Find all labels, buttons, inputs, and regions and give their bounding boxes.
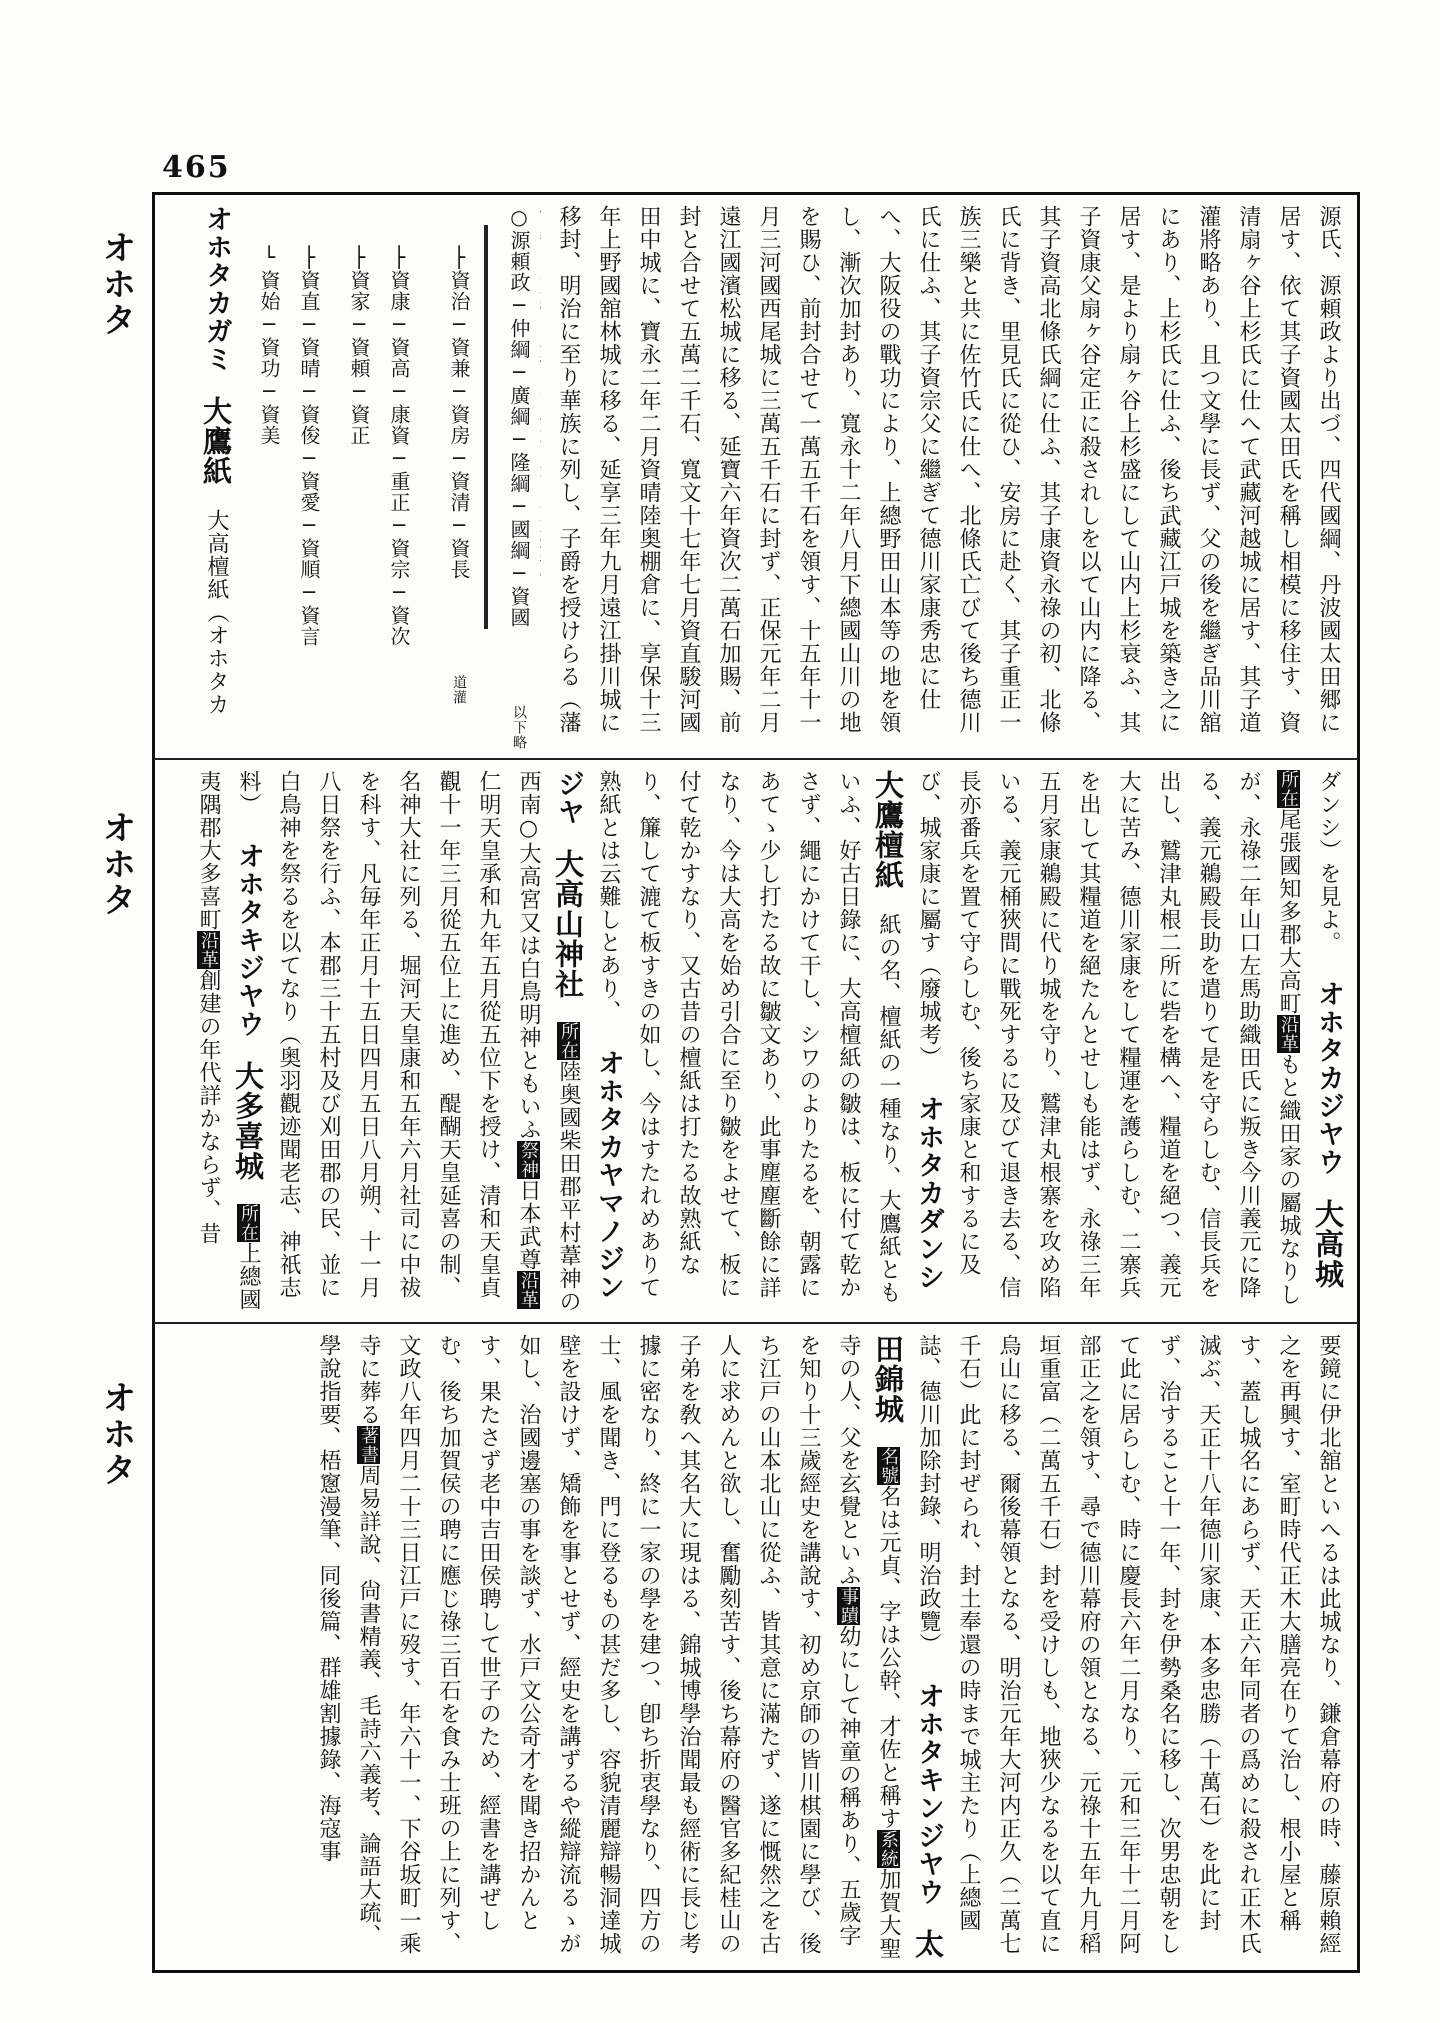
tag-label: 系統 bbox=[878, 1830, 899, 1868]
tag-label: 事蹟 bbox=[838, 1587, 859, 1625]
side-index-top: オホタ bbox=[96, 230, 136, 338]
tag-label: 所在 bbox=[558, 1022, 579, 1060]
tag-label: 祭神 bbox=[518, 1141, 539, 1179]
headword: オホタカヤマノジンジヤ bbox=[553, 770, 624, 1301]
entry-kanji: 大鷹檀紙 bbox=[871, 770, 905, 890]
tag-label: 所在 bbox=[238, 1204, 259, 1242]
genealogy-note-2: 道灌 bbox=[451, 675, 467, 705]
headword: オホタキンジヤウ bbox=[913, 1682, 944, 1906]
entry-body: 大高檀紙（オホタカ bbox=[204, 509, 229, 716]
tag-label: 名號 bbox=[878, 1447, 899, 1485]
entry-kanji: 大多喜城 bbox=[231, 1061, 265, 1181]
entry-kanji: 大高城 bbox=[1311, 1199, 1345, 1289]
genealogy-note-1: 以下略 bbox=[511, 705, 527, 750]
headword: オホタキジヤウ bbox=[233, 842, 264, 1038]
genealogy-row-5: ├資直─資晴─資俊─資愛─資順─資言 bbox=[297, 245, 321, 647]
genealogy-row-3: ├資康─資高─康資─重正─資宗─資次 bbox=[387, 245, 411, 647]
section-divider-1 bbox=[154, 758, 1358, 760]
genealogy-row-6: └資始─資功─資美 bbox=[257, 245, 281, 446]
genealogy-row-1: ○源頼政─仲綱─廣綱─隆綱─國綱─資國 bbox=[507, 205, 531, 628]
entry-kanji: 太田錦城 bbox=[871, 1334, 945, 1959]
entry-ohotakagami bbox=[160, 205, 236, 750]
entry-kanji: 大高山神社 bbox=[551, 849, 585, 999]
headword: オホタカガミ bbox=[201, 205, 232, 373]
continuation: 要鏡に伊北舘といへるは此城なり、鎌倉幕府の時、藤原賴經之を再興す、室町時代正木大膳亮在りて治し、根小屋と稱す、蓋し城名にあらず、天正六年同者の爲めに殺され正木氏滅ぶ、天正十八年德川家康、本多忠勝（十萬石）を此に封ず、治すること十一年、封を伊勢桑名に移し、次男忠朝をして此に居らしむ、時に慶長六年二月なり、元和三年十二月阿部正之を領す、尋で德川幕府の領となる、元祿十五年九月稻垣重富（二萬五千石）封を受けしも、地狹少なるを以て直に烏山に移る、爾後幕領となる、明治元年大河内正久（二萬七千石）此に封ぜられ、封土奉還の時まで城主たり（上總國誌、德川加除封錄、明治政覽） bbox=[916, 1334, 1341, 1955]
headword: オホタカダンシ bbox=[913, 1095, 944, 1291]
top-intro-text: 源氏、源頼政より出づ、四代國綱、丹波國太田郷に居す、依て其子資國太田氏を稱し相模に移住す、資清扇ヶ谷上杉氏に仕へて武藏河越城に居す、其子道灌將略あり、且つ文學に長ず、父の後を繼ぎ品川舘にあり、上杉氏に仕ふ、後ち武藏江戸城を築き之に居す、是より扇ヶ谷上杉盛にして山内上杉衰ふ、其子資康父扇ヶ谷定正に殺されしを以て山内に降る、其子資高北條氏綱に仕ふ、其子康資永祿の初、北條氏に背き、里見氏に從ひ、安房に赴く、其子重正一族三樂と共に佐竹氏に仕へ、北條氏亡びて後ち德川氏に仕ふ、其子資宗父に繼ぎて德川家康秀忠に仕へ、大阪役の戰功により、上總野田山本等の地を領し、漸次加封あり、寬永十二年八月下總國山川の地を賜ひ、前封合せて一萬五千石を領す、十五年十一月三河國西尾城に三萬五千石に封ず、正保元年二月遠江國濱松城に移る、延寶六年資次二萬石加賜、前封と合せて五萬二千石、寬文十七年七月資直駿河國田中城に、寶永二年二月資晴陸奥棚倉に、享保十三年上野國舘林城に移る、延享三年九月遠江掛川城に移封、明治に至り華族に列し、子爵を授けらる（藩 bbox=[556, 205, 1341, 734]
genealogy-line bbox=[484, 225, 488, 629]
tag-label: 沿革 bbox=[518, 1271, 539, 1309]
middle-section-text: ダンシ）を見よ。 オホタカジヤウ 大高城 所在尾張國知多郡大高町沿革もと織田家の屬城なりしが、永祿二年山口左馬助織田氏に叛き今川義元に降る、義元鵜殿長助を遣りて是を守らしむ、信長兵を出し、鷲津丸根二所に砦を構へ、糧道を絕つ、義元大に苦み、德川家康をして糧運を護らしむ、二寨兵を出して其糧道を絕たんとせしも能はず、永祿三年五月家康鵜殿に代り城を守り、鷲津丸根寨を攻め陷いる、義元桶狹間に戰死するに及びて退き去る、信長亦番兵を置て守らしむ、後ち家康と和するに及び、城家康に屬す（廢城考） オホタカダンシ 大鷹檀紙 紙の名、檀紙の一種なり、大鷹紙ともいふ、好古日錄に、大高檀紙の皺は、板に付て乾かさず、繩にかけて干し、シワのよりたるを、朝露にあてゝ少し打たる故に皺文あり、此事塵塵斷餘に詳なり、今は大高を始め引合に至り皺をよせて、板に付て乾かすなり、又古昔の檀紙は打たる故熟紙なり、簾して漉て板すきの如し、今はすたれめありて熟紙とは云難しとあり、 オホタカヤマノジンジヤ 大高山神社 所在陸奥國柴田郡平村葦神の西南○大高宮又は白鳥明神ともいふ祭神日本武尊沿革仁明天皇承和九年五月從五位下を授け、清和天皇貞觀十一年三月從五位上に進め、醍醐天皇延喜の制、名神大社に列る、堀河天皇康和五年六月社司に中祓を科す、凡毎年正月十五日四月五日八月朔、十一月八日祭を行ふ、本郡三十五村及び刈田郡の民、並に白鳥神を祭るを以てなり（奥羽觀迹聞老志、神祇志料） オホタキジヤウ 大多喜城 所在上總國夷隅郡大多喜町沿革創建の年代詳かならず、昔 bbox=[196, 770, 1345, 1313]
section-divider-2 bbox=[154, 1322, 1358, 1324]
page-number: 465 bbox=[162, 150, 231, 185]
genealogy-row-4: ├資家─資頼─資正 bbox=[347, 245, 371, 446]
side-index-middle: オホタ bbox=[96, 810, 136, 918]
tag-label: 沿革 bbox=[1278, 1015, 1299, 1053]
tag-label: 所在 bbox=[1278, 770, 1299, 808]
bottom-section-text: 要鏡に伊北舘といへるは此城なり、鎌倉幕府の時、藤原賴經之を再興す、室町時代正木大膳亮在りて治し、根小屋と稱す、蓋し城名にあらず、天正六年同者の爲めに殺され正木氏滅ぶ、天正十八年德川家康、本多忠勝（十萬石）を此に封ず、治すること十一年、封を伊勢桑名に移し、次男忠朝をして此に居らしむ、時に慶長六年二月なり、元和三年十二月阿部正之を領す、尋で德川幕府の領となる、元祿十五年九月稻垣重富（二萬五千石）封を受けしも、地狹少なるを以て直に烏山に移る、爾後幕領となる、明治元年大河内正久（二萬七千石）此に封ぜられ、封土奉還の時まで城主たり（上總國誌、德川加除封錄、明治政覽） オホタキンジヤウ 太田錦城 名號名は元貞、字は公幹、才佐と稱す系統加賀大聖寺の人、父を玄覺といふ事蹟幼にして神童の稱あり、五歲字を知り十三歲經史を講說す、初め京師の皆川棋園に學び、後ち江戸の山本北山に從ふ、皆其意に滿たず、遂に慨然之を古人に求めんと欲し、奮勵刻苦す、後ち幕府の醫官多紀桂山の子弟を敎へ其名大に現はる、錦城博學治聞最も經術に長じ考據に密なり、終に一家の學を建つ、卽ち折衷學なり、四方の士、風を聞き、門に登るもの甚だ多し、容貌清麗辯暢洞達城壁を設けず、矯飾を事とせず、經史を講ずるや縱辯流るゝが如し、治國邊塞の事を談ず、水戸文公奇才を聞き招かんとす、果たさず老中吉田侯聘して世子のため、經書を講ぜしむ、後ち加賀侯の聘に應じ祿三百石を食み士班の上に列す、文政八年四月二十三日江戸に歿す、年六十一、下谷坂町一乘寺に葬る著書周易詳說、尙書精義、毛詩六義考、論語大疏、學說指要、梧窻漫筆、同後篇、群雄割據錄、海寇事 bbox=[316, 1334, 1341, 1960]
tag-label: 沿革 bbox=[198, 931, 219, 969]
continuation: ダンシ）を見よ。 bbox=[1316, 770, 1341, 954]
entry-kanji: 大鷹紙 bbox=[199, 396, 233, 486]
genealogy-chart bbox=[238, 205, 538, 750]
tag-label: 著書 bbox=[358, 1426, 379, 1464]
side-index-bottom: オホタ bbox=[96, 1380, 136, 1488]
headword: オホタカジヤウ bbox=[1313, 980, 1344, 1176]
genealogy-row-2: ├資治─資兼─資房─資清─資長 bbox=[447, 245, 471, 580]
